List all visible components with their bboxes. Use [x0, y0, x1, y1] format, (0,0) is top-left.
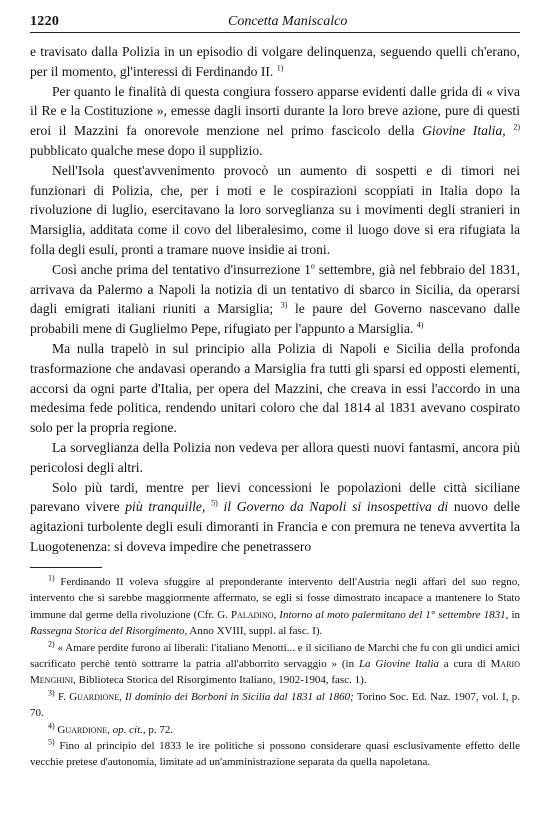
italic-phrase: il Governo da Napoli si insospettiva di [223, 499, 449, 515]
footnote-ref: 4) [416, 320, 424, 330]
paragraph-1 [30, 42, 520, 82]
paragraph-text: Per quanto le finalità di questa congiura fossero apparse evidenti dalle grida di « viva il Re e la Costituzione », emesse dagli insorti durante la loro breve azione, pure di questi eroi il Mazzini fa onorevole menzione nel primo fascicolo della [30, 83, 520, 139]
footnote-ref: 3) [280, 300, 288, 310]
footnote-text: Torino Soc. Ed. Naz. 1907, vol. I, p. 70. [30, 690, 520, 720]
footnote-text: Biblioteca Storica del Risorgimento Italiano, 1902-1904, fasc. 1). [78, 674, 367, 687]
footnote-mark: 4) [48, 721, 55, 730]
paragraph-2 [30, 82, 520, 161]
footnote-text: « Amare perdite furono ai liberali: l'italiano Menotti... e il siciliano de Marchi che fu con gli undici amici sacrificato perchè tentò sottrarre la patria all'abborrito servaggio » (in [30, 641, 520, 671]
ordinal-marker: o [310, 261, 315, 271]
author-name: Paladino [230, 608, 274, 621]
paragraph-text: Nell'Isola quest'avvenimento provocò un aumento di sospetti e di timori nei funzionari di Polizia, che, per i moti e le cospirazioni scoppiati in Italia dopo la rivoluzione di luglio, esercitavano la loro sorveglianza su i movimenti degli stranieri in Marsiglia, additata come il covo del liberalesimo, come il luogo dove si era rifugiata la folla degli esuli, pronti a tramare nuove insidie ai troni. [30, 162, 520, 257]
paragraph-text: e travisato dalla Polizia in un episodio di volgare delinquenza, seguendo quelli ch'erano, per il momento, gl'interessi di Ferdinando II. [30, 44, 520, 79]
footnote-ref: 5) [211, 498, 218, 508]
footnote-1: $^{1)}$ Ferdinando II voleva sfuggire al preponderante intervento dell'Austria negli affari del suo regno, intervento che si sarebbe maggiormente affermato, se egli si fosse dimostrato incapace a mantenere lo Stato immune dal germe della rivoluzione (Cfr. G. Paladino, Intorno al moto palermitano del 1° settembre 1831, in Rassegna Storica del Risorgimento, Anno XVIII, suppl. al fasc. I). [30, 573, 521, 638]
author-name: Mario Menghini [30, 658, 520, 687]
footnote-text: Fino al principio del 1833 le ire politiche si possono considerare quasi esclusivamente effetto delle vecchie pretese d'autonomia, limitate ad un'amministrazione separata da quella napoletana. [30, 740, 521, 769]
footnote-mark: 2) [48, 638, 55, 648]
paragraph-5 [30, 339, 520, 438]
footnote-text: Anno XVIII, suppl. al fasc. I). [189, 625, 323, 638]
author-name: Guardione, [57, 723, 110, 736]
paragraph-text: Ma nulla trapelò in sul principio alla Polizia di Napoli e Sicilia della profonda trasformazione che andavasi operando a Marsiglia fra tutti gli sparsi ed opposti elementi, accorsi da ogni parte d'Italia, per opera del Mazzini, che creava in essi l'accordo in una medesima fede politica, rendendo unitari coloro che dal 1814 al 1831 avevano cospirato solo per la propria regione. [30, 340, 520, 436]
italic-title: Intorno al moto palermitano del 1° settembre 1831, [279, 608, 509, 621]
running-title: Concetta Maniscalco [228, 14, 348, 29]
paragraph-text: Solo più tardi, mentre per lievi concessioni le popolazioni delle città siciliane parevano vivere [30, 479, 520, 515]
footnote-ref: 2) [513, 122, 520, 132]
author-name: F. Guardione, [57, 690, 122, 703]
italic-title: Il dominio dei Borboni in Sicilia dal 1831 al 1860; [125, 690, 354, 703]
footnote-mark: 5) [48, 737, 55, 747]
paragraph-4 [30, 260, 520, 339]
footnote-mark: 3) [48, 688, 55, 698]
paragraph-text: nuovo delle agitazioni turbolente degli esuli dimoranti in Francia e con premura ne teneva avvertita la Luogotenenza: si doveva impedire che penetrassero [30, 499, 520, 554]
footnote-4 [30, 722, 520, 738]
italic-abbrev: op. cit., [112, 723, 146, 736]
footnote-text: Ferdinando II voleva sfuggire al preponderante intervento dell'Austria negli affari del suo regno, intervento che si sarebbe maggiormente affermato, se egli si fosse dimostrato incapace a mantenere lo Stato immune dal germe della rivoluzione (Cfr. G. [30, 576, 520, 621]
footnote-text: in [511, 608, 521, 621]
italic-title: Rassegna Storica del Risorgimento, [30, 625, 188, 638]
footnote-mark: 1) [48, 573, 55, 583]
paragraph-text: Così anche prima del tentativo d'insurrezione 1 [52, 261, 311, 277]
body-text [30, 42, 520, 557]
page-header [30, 12, 520, 33]
paragraph-3 [30, 161, 520, 260]
paragraph-text: le paure del Governo nascevano dalle probabili mene di Guglielmo Pepe, rifugiato per l'appunto a Marsiglia. [30, 301, 520, 337]
footnote-ref: 1) [276, 63, 284, 73]
footnotes [30, 574, 520, 771]
footnote-3 [30, 689, 520, 722]
italic-phrase: più tranquille, [125, 499, 206, 515]
footnote-separator [30, 567, 102, 568]
paragraph-7 [30, 478, 520, 557]
paragraph-6 [30, 438, 520, 478]
italic-title: Giovine Italia, [422, 123, 506, 139]
page-number: 1220 [30, 14, 60, 29]
footnote-text: a cura di [443, 658, 486, 671]
paragraph-text: settembre, già nel febbraio del 1831, arrivava da Palermo a Napoli la notizia di un tentativo di sbarco in Sicilia, da operarsi dagli emigrati italiani riuniti a Marsiglia; [30, 261, 520, 317]
footnote-2: $^{2)}$ « Amare perdite furono ai liberali: l'italiano Menotti... e il siciliano de Marchi che fu con gli undici amici sacrificato perchè tentò sottrarre la patria all'abborrito servaggio » (in La Giovine Italia a cura di Mario Menghini, Biblioteca Storica del Risorgimento Italiano, 1902-1904, fasc. 1). [30, 638, 520, 687]
footnote-text: p. 72. [148, 723, 174, 736]
paragraph-text: pubblicato qualche mese dopo il supplizio. [30, 142, 263, 158]
italic-title: La Giovine Italia [358, 658, 439, 671]
paragraph-text: La sorveglianza della Polizia non vedeva per allora questi nuovi fantasmi, ancora più pericolosi degli altri. [30, 439, 520, 475]
footnote-5 [30, 738, 520, 771]
